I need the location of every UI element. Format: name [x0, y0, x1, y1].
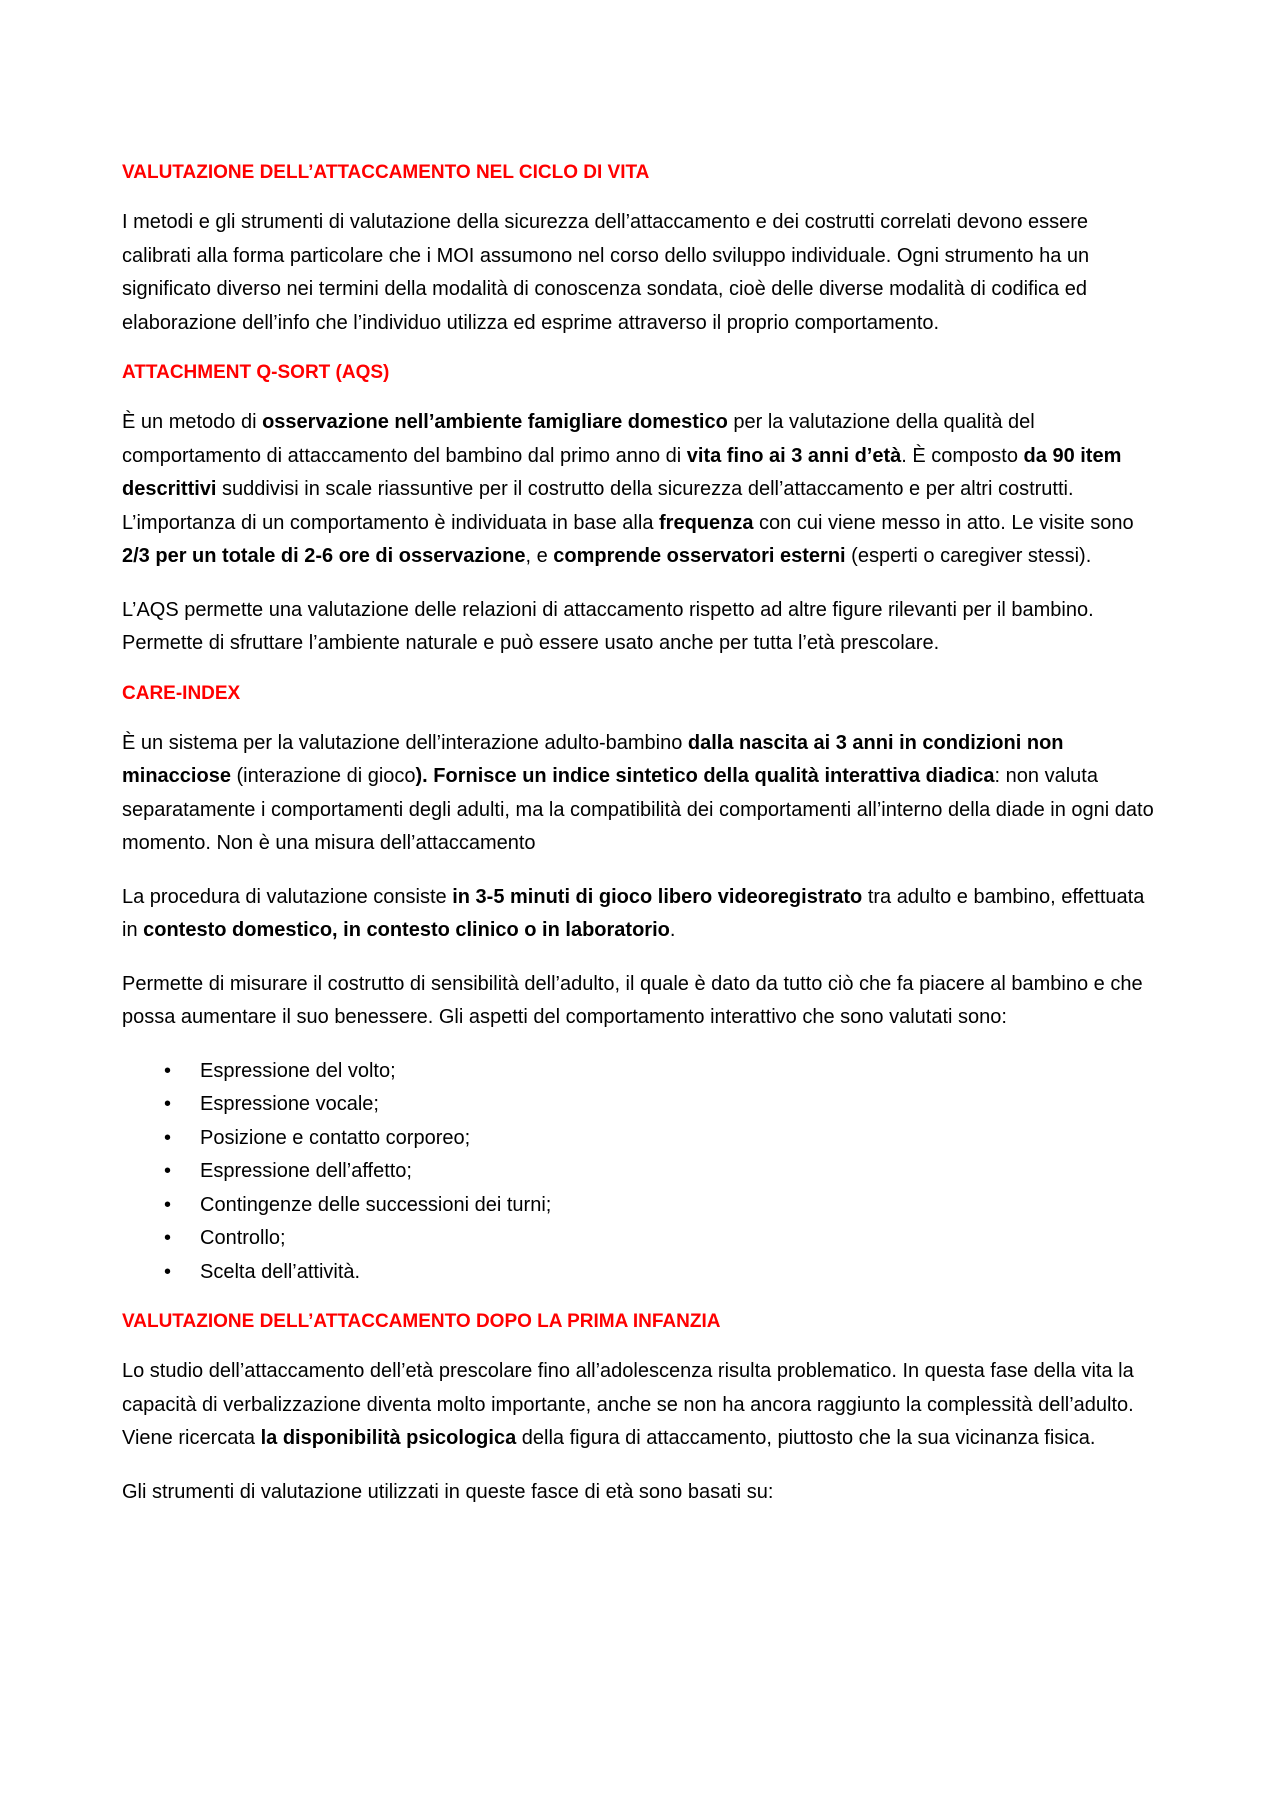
text-span: La procedura di valutazione consiste: [122, 885, 453, 908]
text-span: per la valutazione della qualità del comportamento di attaccamento del bambino dal primo anno di: [122, 411, 1035, 467]
bullet-icon: •: [164, 1227, 172, 1249]
text-span: con cui viene messo in atto. Le visite sono: [753, 511, 1134, 534]
bullet-icon: •: [164, 1160, 172, 1182]
list-item-text: Posizione e contatto corporeo;: [200, 1126, 471, 1149]
bullet-icon: •: [164, 1059, 172, 1082]
text-span: (interazione di gioco: [230, 765, 416, 787]
bold-span: contesto domestico, in contesto clinico o in laboratorio: [143, 919, 670, 941]
paragraph-preschool-attachment: [122, 1355, 1158, 1456]
text-span: della figura di attaccamento, piuttosto che la sua vicinanza fisica.: [516, 1427, 1096, 1449]
bullet-icon: •: [164, 1093, 172, 1115]
list-item-text: Espressione vocale;: [200, 1093, 379, 1115]
section-heading-aqs: ATTACHMENT Q-SORT (AQS): [122, 362, 390, 383]
text-span: (esperti o caregiver stessi).: [845, 545, 1092, 567]
list-item: [122, 1256, 1158, 1290]
list-item: [122, 1088, 1158, 1122]
bullet-icon: •: [164, 1193, 172, 1216]
text-span: È un sistema per la valutazione dell’interazione adulto-bambino: [122, 731, 688, 754]
paragraph-sensitivity: Permette di misurare il costrutto di sensibilità dell’adulto, il quale è dato da tutto ciò che fa piacere al bambino e che possa aumentare il suo benessere. Gli aspetti del comportamento interattivo che sono valutati sono:: [122, 972, 1143, 1028]
text-span: È un metodo di: [122, 411, 263, 433]
bold-span: frequenza: [659, 511, 754, 534]
evaluated-aspects-list: [122, 1055, 1158, 1290]
list-item-text: Espressione dell’affetto;: [200, 1160, 412, 1182]
bold-span: da 90 item descrittivi: [122, 444, 1122, 500]
bold-span: in 3-5 minuti di gioco libero videoregistrato: [452, 885, 863, 908]
list-item-text: Scelta dell’attività.: [200, 1260, 361, 1283]
list-item-text: Controllo;: [200, 1227, 286, 1249]
paragraph-care-index-description: [122, 727, 1158, 861]
text-span: Lo studio dell’attaccamento dell’età prescolare fino all’adolescenza risulta problematico. In questa fase della vita la capacità di verbalizzazione diventa molto importante, anche se non ha ancora raggiunto la complessità dell’adulto. Viene ricercata: [122, 1360, 1134, 1449]
bold-span: ). Fornisce un indice sintetico della qualità interattiva diadica: [415, 765, 995, 787]
list-item: [122, 1222, 1158, 1256]
paragraph-care-index-procedure: [122, 881, 1158, 948]
bold-span: vita fino ai 3 anni d’età: [686, 444, 902, 467]
list-item: [122, 1055, 1158, 1089]
bullet-icon: •: [164, 1260, 172, 1283]
list-item: [122, 1122, 1158, 1156]
paragraph-instruments-intro: Gli strumenti di valutazione utilizzati in queste fasce di età sono basati su:: [122, 1480, 774, 1503]
paragraph-intro: I metodi e gli strumenti di valutazione della sicurezza dell’attaccamento e dei costrutti correlati devono essere calibrati alla forma particolare che i MOI assumono nel corso dello sviluppo individuale. Ogni strumento ha un significato diverso nei termini della modalità di conoscenza sondata, cioè delle diverse modalità di codifica ed elaborazione dell’info che l’individuo utilizza ed esprime attraverso il proprio comportamento.: [122, 211, 1090, 334]
text-span: , e: [525, 545, 554, 567]
section-heading-ciclo-di-vita: VALUTAZIONE DELL’ATTACCAMENTO NEL CICLO DI VITA: [122, 162, 650, 183]
list-item-text: Contingenze delle successioni dei turni;: [200, 1193, 552, 1216]
text-span: : non valuta separatamente i comportamenti degli adulti, ma la compatibilità dei comportamenti all’interno della diade in ogni dato momento. Non è una misura dell’attaccamento: [122, 765, 1154, 854]
bold-span: comprende osservatori esterni: [553, 545, 846, 567]
section-heading-care-index: CARE-INDEX: [122, 682, 241, 704]
text-span: .: [669, 919, 676, 941]
section-heading-dopo-prima-infanzia: VALUTAZIONE DELL’ATTACCAMENTO DOPO LA PRIMA INFANZIA: [122, 1311, 721, 1332]
list-item: [122, 1155, 1158, 1189]
list-item-text: Espressione del volto;: [200, 1059, 396, 1082]
paragraph-aqs-usage: L’AQS permette una valutazione delle relazioni di attaccamento rispetto ad altre figure rilevanti per il bambino. Permette di sfruttare l’ambiente naturale e può essere usato anche per tutta l’età prescolare.: [122, 598, 1094, 654]
bold-span: 2/3 per un totale di 2-6 ore di osservazione: [122, 545, 526, 567]
bold-span: dalla nascita ai 3 anni in condizioni non minacciose: [122, 731, 1064, 787]
paragraph-aqs-description: [122, 406, 1158, 574]
text-span: . È composto: [901, 444, 1024, 467]
list-item: [122, 1189, 1158, 1223]
bold-span: la disponibilità psicologica: [260, 1427, 517, 1449]
text-span: suddivisi in scale riassuntive per il costrutto della sicurezza dell’attaccamento e per altri costrutti. L’importanza di un comportamento è individuata in base alla: [122, 478, 1074, 534]
bold-span: osservazione nell’ambiente famigliare domestico: [262, 411, 728, 433]
bullet-icon: •: [164, 1126, 172, 1149]
text-span: tra adulto e bambino, effettuata in: [122, 885, 1145, 941]
